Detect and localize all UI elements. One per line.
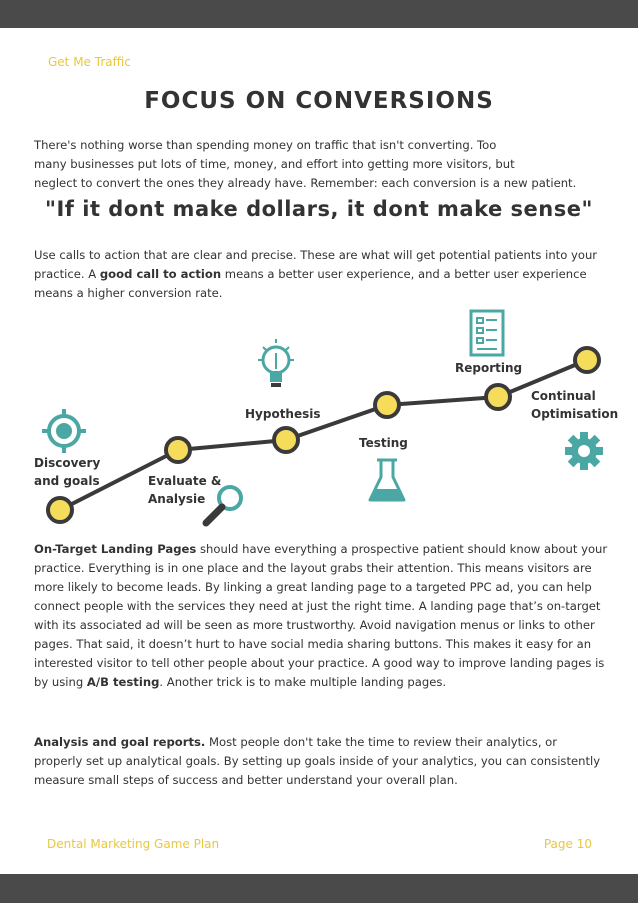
lightbulb-icon (258, 339, 294, 387)
cta-text: means a better user experience, and a better user experience means a higher conversion rate. (34, 267, 587, 300)
step-label-optimisation (531, 387, 618, 423)
report-icon (471, 311, 503, 355)
step-label-line: Discovery (34, 456, 101, 470)
page-number: Page 10 (543, 837, 592, 851)
step-label-line: Analysie (148, 492, 206, 506)
step-label-line: and goals (34, 474, 100, 488)
process-dot (48, 498, 72, 522)
bottom-bar (0, 874, 638, 903)
analysis-bold: Analysis and goal reports. (34, 735, 206, 749)
step-label-testing: Testing (359, 436, 408, 450)
step-label-line: Continual (531, 389, 596, 403)
intro-line: many businesses put lots of time, money, and effort into getting more visitors, but (34, 157, 515, 171)
cta-paragraph (34, 246, 609, 303)
process-dot (166, 438, 190, 462)
process-path (60, 360, 587, 510)
page-title: FOCUS ON CONVERSIONS (144, 88, 494, 114)
analysis-text: Most people don't take the time to review their analytics, or properly set up analytical goals. By setting up goals inside of your analytics, you can consistently measure small steps of success and better understand your overall plan. (34, 735, 601, 787)
top-bar (0, 0, 638, 28)
flask-icon (370, 460, 404, 500)
cta-text: Use calls to action that are clear and precise. These are what will get potential patients into your practice. A (34, 248, 598, 281)
intro-line: neglect to convert the ones they already have. Remember: each conversion is a new patient. (34, 176, 577, 190)
landing-text: should have everything a prospective patient should know about your practice. Everything is in one place and the layout grabs their attention. This means visitors are more likely to become leads. By linking a great landing page to a targeted PPC ad, you can help connect people with the services they need at just the right time. A landing page that’s on-target with its associated ad will be seen as more trustworthy. Avoid navigation menus or links to other pages. That said, it doesn’t hurt to have social media sharing buttons. This makes it easy for an interested visitor to tell other people about your practice. A good way to improve landing pages is by using (34, 542, 608, 689)
step-label-evaluate (148, 472, 221, 508)
step-label-hypothesis: Hypothesis (245, 407, 321, 421)
intro-paragraph (34, 136, 609, 193)
step-label-line: Optimisation (531, 407, 619, 421)
landing-text: . Another trick is to make multiple landing pages. (159, 675, 447, 689)
landing-bold: On-Target Landing Pages (34, 542, 197, 556)
cta-bold: good call to action (99, 267, 222, 281)
step-label-reporting: Reporting (455, 361, 523, 375)
footer-title: Dental Marketing Game Plan (47, 837, 220, 851)
process-diagram (0, 305, 638, 535)
process-dot (575, 348, 599, 372)
intro-line: There's nothing worse than spending money on traffic that isn't converting. Too (34, 138, 497, 152)
header-brand: Get Me Traffic (48, 55, 131, 69)
gear-icon (565, 432, 603, 470)
step-label-line: Evaluate & (148, 474, 222, 488)
process-dot (274, 428, 298, 452)
target-icon (42, 409, 86, 453)
process-dot (375, 393, 399, 417)
landing-bold: A/B testing (86, 675, 160, 689)
process-dot (486, 385, 510, 409)
landing-pages-paragraph (34, 540, 609, 692)
analysis-paragraph (34, 733, 609, 790)
step-label-discovery (34, 454, 100, 490)
quote: "If it dont make dollars, it dont make sense" (45, 197, 593, 221)
